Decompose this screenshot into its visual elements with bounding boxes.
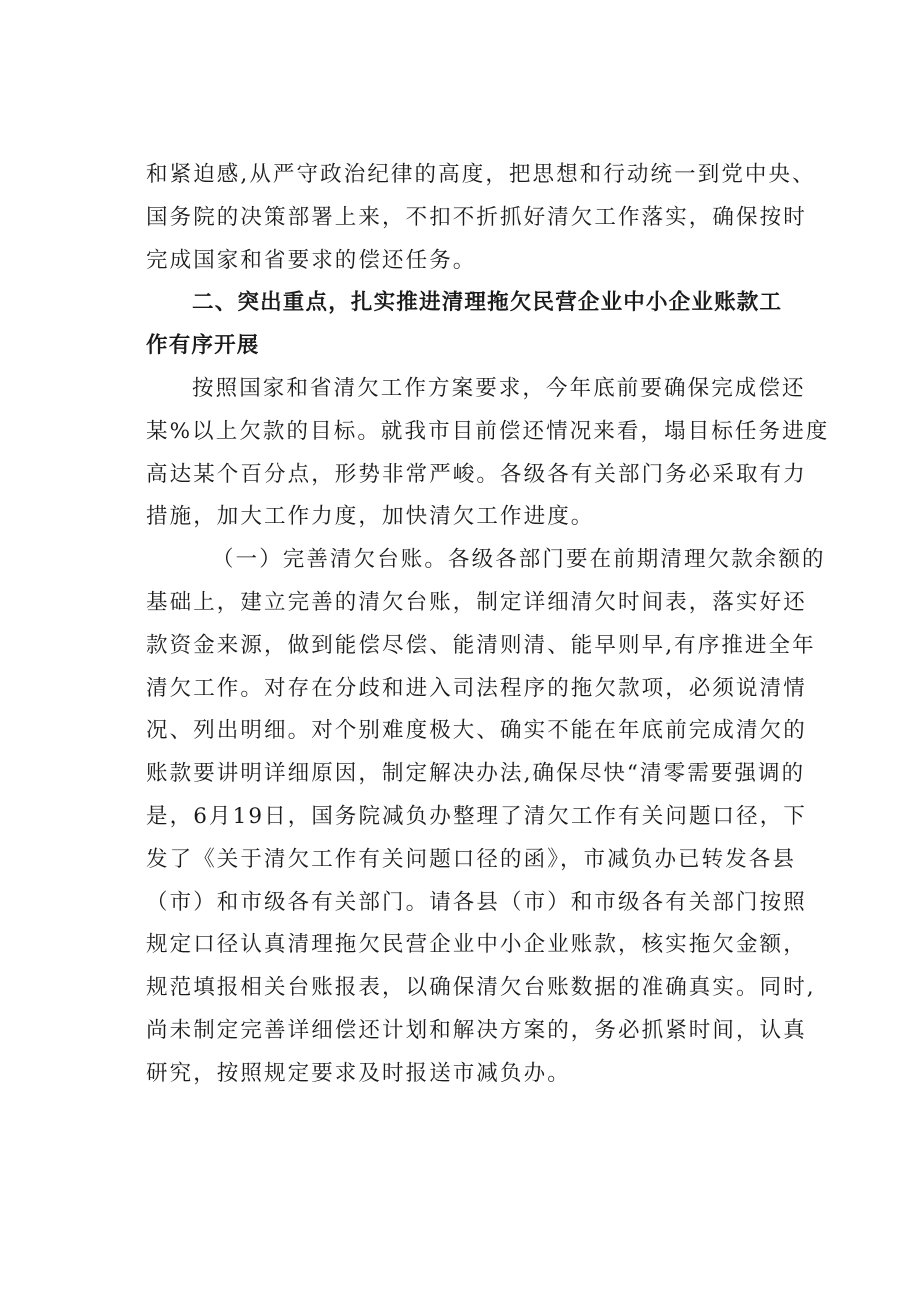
text-line: 基础上，建立完善的清欠台账，制定详细清欠时间表，落实好还 xyxy=(146,589,807,615)
text-line: 清欠工作。对存在分歧和进入司法程序的拖欠款项，必须说清情 xyxy=(146,675,807,701)
text-line: 账款要讲明详细原因，制定解决办法,确保尽快“清零需要强调的 xyxy=(146,761,806,787)
text-line: （市）和市级各有关部门。请各县（市）和市级各有关部门按照 xyxy=(146,889,807,915)
text-line: 按照国家和省清欠工作方案要求，今年底前要确保完成偿还 xyxy=(192,375,806,401)
text-line: 完成国家和省要求的偿还任务。 xyxy=(146,247,477,273)
text-line: 国务院的决策部署上来，不扣不折抓好清欠工作落实，确保按时 xyxy=(146,204,807,230)
document-body xyxy=(146,154,830,1096)
text-line: 款资金来源，做到能偿尽偿、能清则清、能早则早,有序推进全年 xyxy=(146,632,816,658)
text-line: 发了《关于清欠工作有关问题口径的函》，市减负办已转发各县 xyxy=(146,846,797,872)
text-line: 高达某个百分点，形势非常严峻。各级各有关部门务必采取有力 xyxy=(146,461,807,487)
paragraph-3 xyxy=(146,539,826,1095)
text-line: 规定口径认真清理拖欠民营企业中小企业账款，核实拖欠金额， xyxy=(146,932,807,958)
heading-line: 作有序开展 xyxy=(146,333,260,359)
text-line: 某%以上欠款的目标。就我市目前偿还情况来看，塌目标任务进度 xyxy=(146,418,830,444)
text-line: 是，6月19日，国务院减负办整理了清欠工作有关问题口径，下 xyxy=(146,803,807,829)
heading-line: 二、突出重点，扎实推进清理拖欠民营企业中小企业账款工 xyxy=(192,290,783,316)
text-line: 措施，加大工作力度，加快清欠工作进度。 xyxy=(146,504,595,530)
text-line: 研究，按照规定要求及时报送市减负办。 xyxy=(146,1060,571,1086)
text-line: 和紧迫感,从严守政治纪律的高度，把思想和行动统一到党中央、 xyxy=(146,162,816,187)
text-line: （一）完善清欠台账。各级各部门要在前期清理欠款余额的 xyxy=(212,547,826,573)
paragraph-2 xyxy=(146,368,830,539)
text-line: 况、列出明细。对个别难度极大、确实不能在年底前完成清欠的 xyxy=(146,718,807,744)
section-heading xyxy=(146,282,806,368)
paragraph-continuation xyxy=(146,154,816,282)
text-line: 规范填报相关台账报表，以确保清欠台账数据的准确真实。同时, xyxy=(146,975,816,1001)
text-line: 尚未制定完善详细偿还计划和解决方案的，务必抓紧时间，认真 xyxy=(146,1017,807,1043)
